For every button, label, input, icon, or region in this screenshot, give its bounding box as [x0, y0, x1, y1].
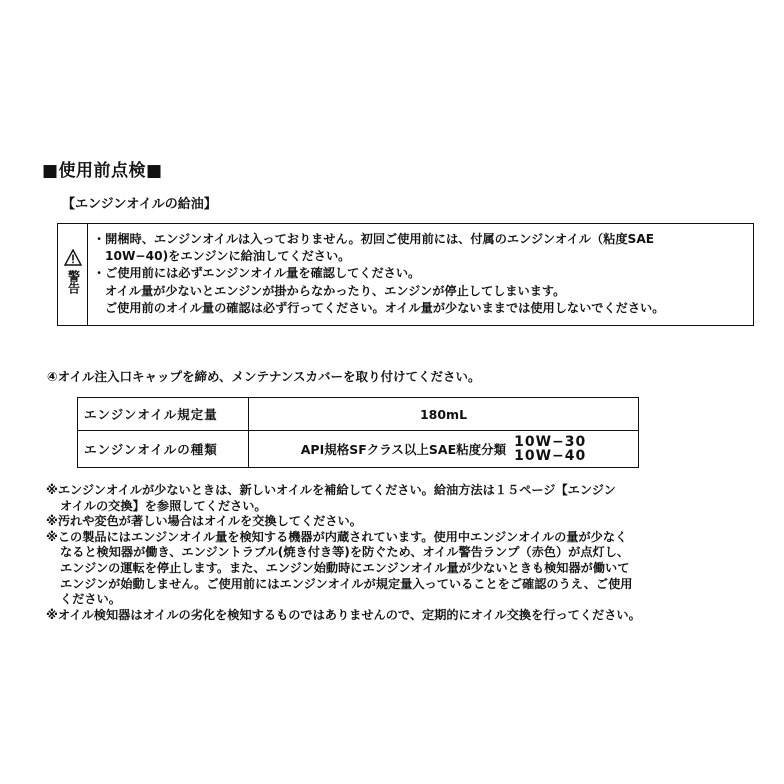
- note-line: オイルの交換】を参照してください。: [60, 498, 267, 513]
- step-instruction: ④オイル注入口キャップを締め、メンテナンスカバーを取り付けてください。: [47, 369, 481, 384]
- viscosity-grade: 10W−40: [514, 448, 587, 464]
- oil-spec-table: [77, 397, 639, 468]
- warning-label-text: 警告: [66, 270, 81, 294]
- warning-box: [57, 223, 754, 326]
- warning-label: [65, 270, 81, 298]
- warning-line: ・ご使用前には必ずエンジンオイル量を確認してください。: [93, 266, 421, 281]
- viscosity-grade: 10W−30: [514, 434, 587, 450]
- warning-triangle-icon: [64, 249, 82, 266]
- note-line: ※汚れや変色が著しい場合はオイルを交換してください。: [46, 514, 362, 529]
- note-line: ※オイル検知器はオイルの劣化を検知するものではありませんので、定期的にオイル交換を行ってください。: [46, 607, 641, 622]
- subheading: 【エンジンオイルの給油】: [62, 197, 217, 212]
- section-title: ■使用前点検■: [42, 161, 163, 181]
- warning-line: ・開梱時、エンジンオイルは入っておりません。初回ご使用前には、付属のエンジンオイル（粘度SAE: [93, 232, 655, 246]
- note-line: ください。: [60, 592, 121, 607]
- note-line: エンジンが始動しません。ご使用前にはエンジンオイルが規定量入っていることをご確認のうえ、ご使用: [60, 576, 633, 591]
- note-line: エンジンの運転を停止します。また、エンジン始動時にエンジンオイル量が少ないときも検知器が働いて: [60, 560, 630, 575]
- viscosity-grades: [514, 435, 586, 463]
- note-line: ※この製品にはエンジンオイル量を検知する機器が内蔵されています。使用中エンジンオイルの量が少なく: [46, 529, 628, 544]
- warning-line: 10W−40)をエンジンに給油してください。: [105, 249, 351, 264]
- warning-icon-column: [58, 224, 88, 325]
- oil-type-value: API規格SFクラス以上SAE粘度分類: [300, 442, 507, 457]
- table-row: [78, 398, 639, 431]
- warning-text: [93, 231, 753, 317]
- warning-line: オイル量が少ないとエンジンが掛からなかったり、エンジンが停止してしまいます。: [105, 283, 566, 298]
- oil-type-label: エンジンオイルの種類: [78, 431, 249, 468]
- note-line: なると検知器が働き、エンジントラブル(焼き付き等)を防ぐため、オイル警告ランプ（赤色）が点灯し、: [60, 545, 630, 560]
- oil-type-cell: [249, 431, 639, 468]
- table-row: [78, 431, 639, 468]
- oil-quantity-value: 180mL: [249, 398, 639, 431]
- notes: [46, 483, 756, 623]
- oil-quantity-label: エンジンオイル規定量: [78, 398, 249, 431]
- warning-line: ご使用前のオイル量の確認は必ず行ってください。オイル量が少ないままでは使用しないでください。: [105, 300, 665, 315]
- note-line: ※エンジンオイルが少ないときは、新しいオイルを補給してください。給油方法は１５ページ【エンジン: [46, 483, 616, 497]
